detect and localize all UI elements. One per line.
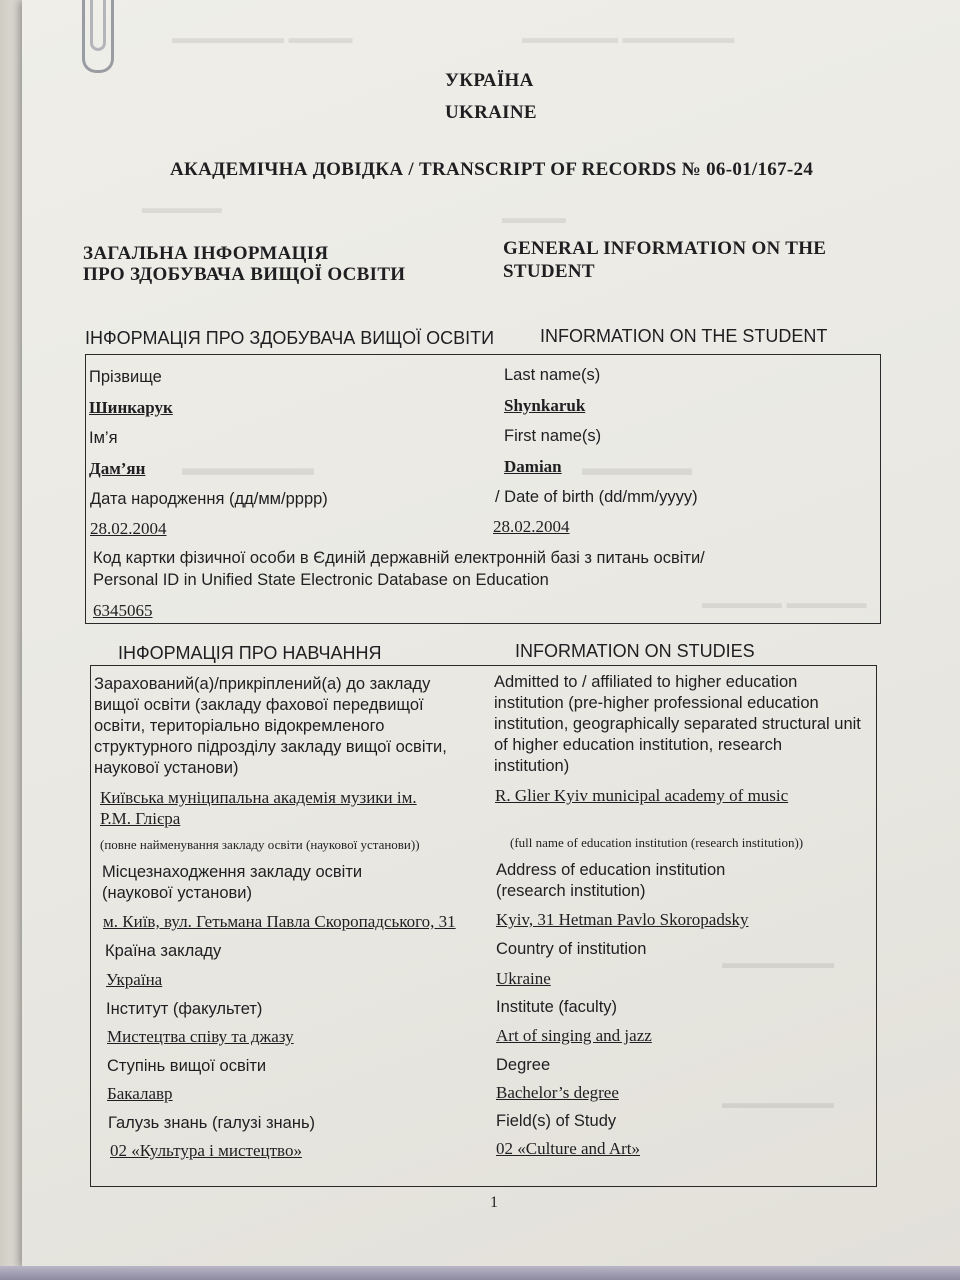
- bleed-through-decoration: ▬▬▬▬▬▬▬ ▬▬▬▬: [172, 30, 353, 47]
- student-section-title-ua: ІНФОРМАЦІЯ ПРО ЗДОБУВАЧА ВИЩОЇ ОСВІТИ: [85, 328, 495, 348]
- student-section-title-en: INFORMATION ON THE STUDENT: [540, 326, 828, 346]
- bleed-through-decoration: ▬▬▬▬▬▬ ▬▬▬▬▬▬▬: [522, 30, 735, 47]
- admitted-label-en-5: institution): [494, 757, 570, 775]
- background-fabric: [0, 1266, 960, 1280]
- admitted-label-en-4: of higher education institution, research: [494, 736, 783, 754]
- faculty-value-en: Art of singing and jazz: [496, 1026, 652, 1045]
- general-info-heading-en-2: STUDENT: [503, 261, 595, 282]
- admitted-label-en-3: institution, geographically separated structural unit: [494, 715, 861, 733]
- last-name-label-en: Last name(s): [504, 366, 601, 384]
- personal-id-label-en: Personal ID in Unified State Electronic Database on Education: [93, 571, 549, 589]
- field-value-en: 02 «Culture and Art»: [496, 1139, 641, 1158]
- faculty-label-en: Institute (faculty): [496, 998, 618, 1016]
- studies-section-title-ua: ІНФОРМАЦІЯ ПРО НАВЧАННЯ: [118, 643, 382, 663]
- institution-name-ua-2: Р.М. Глієра: [100, 809, 181, 828]
- last-name-value-en: Shynkaruk: [504, 396, 586, 415]
- admitted-label-ua-3: освіти, територіально відокремленого: [94, 717, 385, 735]
- institution-name-en: R. Glier Kyiv municipal academy of music: [495, 786, 789, 805]
- field-label-ua: Галузь знань (галузі знань): [108, 1114, 316, 1132]
- general-info-heading-ua-1: ЗАГАЛЬНА ІНФОРМАЦІЯ: [83, 243, 329, 264]
- country-title-ua: УКРАЇНА: [445, 70, 534, 91]
- country-label-ua: Країна закладу: [105, 942, 222, 960]
- bleed-through-decoration: ▬▬▬▬▬: [142, 200, 222, 217]
- address-label-ua-1: Місцезнаходження закладу освіти: [102, 863, 363, 881]
- first-name-value-ua: Дам’ян: [89, 459, 146, 478]
- birth-date-value-ua: 28.02.2004: [90, 519, 167, 538]
- admitted-label-en-1: Admitted to / affiliated to higher education: [494, 673, 798, 691]
- birth-date-label-en: / Date of birth (dd/mm/yyyy): [495, 488, 698, 506]
- bleed-through-decoration: ▬▬▬▬▬: [582, 455, 692, 480]
- personal-id-value: 6345065: [93, 601, 153, 620]
- degree-label-en: Degree: [496, 1056, 551, 1074]
- bleed-through-decoration: ▬▬▬▬▬▬▬: [722, 1095, 834, 1112]
- country-title-en: UKRAINE: [445, 102, 537, 123]
- address-value-en: Kyiv, 31 Hetman Pavlo Skoropadsky: [496, 910, 749, 929]
- general-info-heading-ua-2: ПРО ЗДОБУВАЧА ВИЩОЇ ОСВІТИ: [83, 264, 406, 285]
- address-value-ua: м. Київ, вул. Гетьмана Павла Скоропадського, 31: [103, 912, 456, 931]
- document-title: АКАДЕМІЧНА ДОВІДКА / TRANSCRIPT OF RECORDS № 06-01/167-24: [170, 159, 814, 180]
- studies-section-title-en: INFORMATION ON STUDIES: [515, 641, 755, 661]
- field-value-ua: 02 «Культура і мистецтво»: [110, 1141, 302, 1160]
- paperclip-icon: [82, 0, 114, 73]
- bleed-through-decoration: ▬▬▬▬▬ ▬▬▬▬▬: [702, 595, 867, 612]
- page-number: 1: [490, 1194, 498, 1211]
- country-value-en: Ukraine: [496, 969, 551, 988]
- degree-value-en: Bachelor’s degree: [496, 1083, 619, 1102]
- first-name-label-en: First name(s): [504, 427, 602, 445]
- institution-name-ua-1: Київська муніципальна академія музики ім.: [100, 788, 417, 807]
- admitted-label-ua-4: структурного підрозділу закладу вищої освіти,: [94, 738, 447, 756]
- birth-date-value-en: 28.02.2004: [493, 517, 570, 536]
- degree-value-ua: Бакалавр: [107, 1084, 173, 1103]
- last-name-value-ua: Шинкарук: [89, 398, 173, 417]
- last-name-label-ua: Прізвище: [89, 368, 162, 386]
- faculty-label-ua: Інститут (факультет): [106, 1000, 263, 1018]
- first-name-value-en: Damian: [504, 457, 562, 476]
- admitted-label-ua-2: вищої освіти (закладу фахової передвищої: [94, 696, 424, 714]
- full-name-note-en: (full name of education institution (research institution)): [510, 835, 804, 850]
- first-name-label-ua: Ім’я: [89, 429, 118, 447]
- country-value-ua: Україна: [106, 970, 163, 989]
- admitted-label-en-2: institution (pre-higher professional education: [494, 694, 819, 712]
- full-name-note-ua: (повне найменування закладу освіти (наукової установи)): [100, 837, 420, 852]
- country-label-en: Country of institution: [496, 940, 647, 958]
- admitted-label-ua-1: Зарахований(а)/прикріплений(а) до закладу: [94, 675, 431, 693]
- address-label-en-2: (research institution): [496, 882, 646, 900]
- bleed-through-decoration: ▬▬▬▬: [502, 210, 566, 227]
- bleed-through-decoration: ▬▬▬▬▬▬: [182, 455, 314, 480]
- degree-label-ua: Ступінь вищої освіти: [107, 1057, 267, 1075]
- faculty-value-ua: Мистецтва співу та джазу: [107, 1027, 294, 1046]
- general-info-heading-en-1: GENERAL INFORMATION ON THE: [503, 238, 827, 259]
- personal-id-label-ua: Код картки фізичної особи в Єдиній державній електронній базі з питань освіти/: [93, 549, 705, 567]
- address-label-en-1: Address of education institution: [496, 861, 726, 879]
- bleed-through-decoration: ▬▬▬▬▬▬▬: [722, 955, 834, 972]
- field-label-en: Field(s) of Study: [496, 1112, 617, 1130]
- birth-date-label-ua: Дата народження (дд/мм/рррр): [90, 490, 328, 508]
- admitted-label-ua-5: наукової установи): [94, 759, 239, 777]
- address-label-ua-2: (наукової установи): [102, 884, 252, 902]
